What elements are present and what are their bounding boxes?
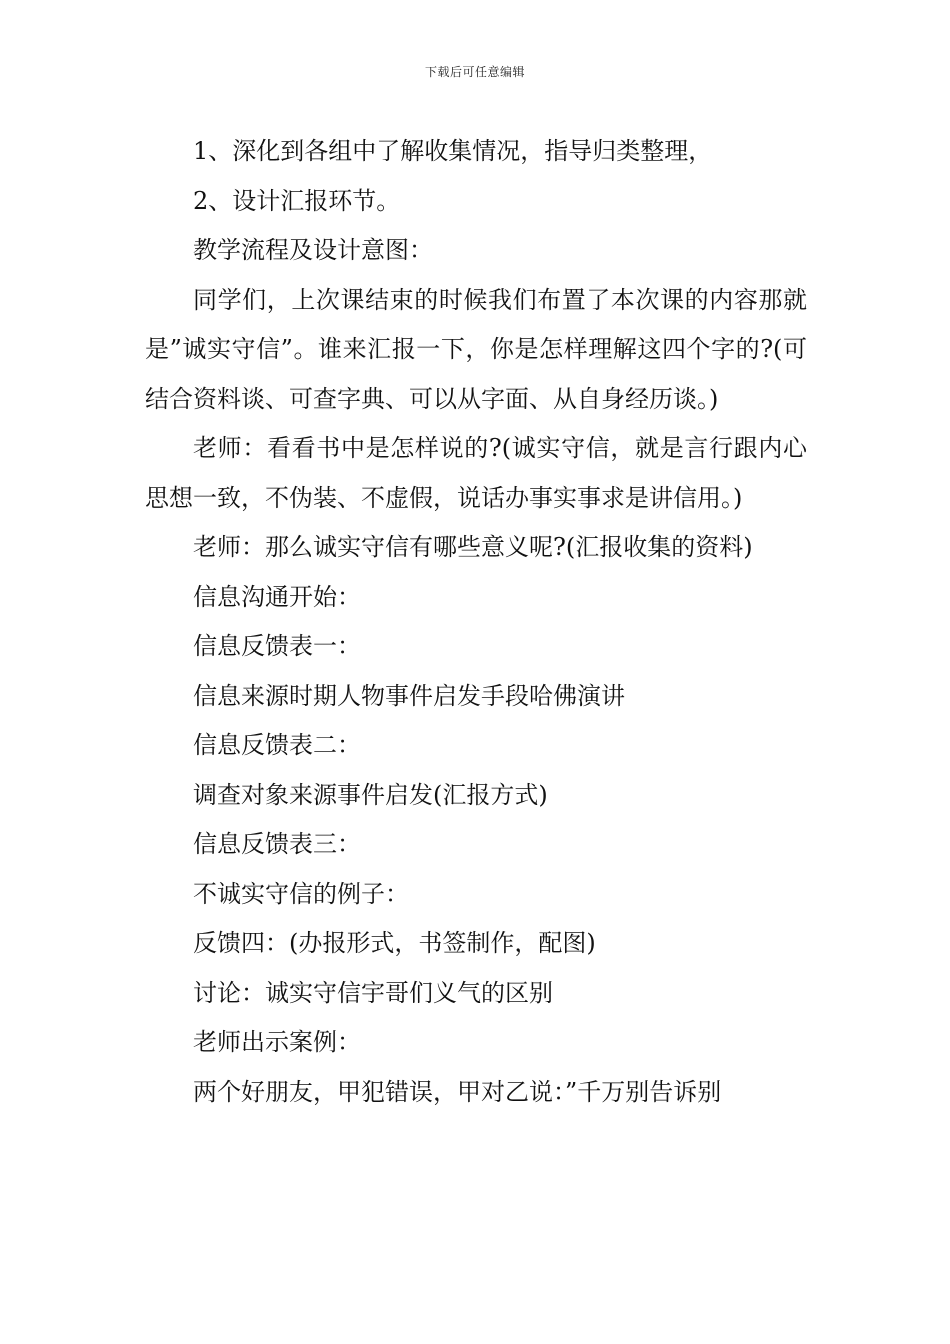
paragraph-11: 调查对象来源事件启发(汇报方式) (193, 780, 548, 809)
paragraph-13: 不诚实守信的例子： (193, 879, 409, 908)
paragraph-6: 老师：那么诚实守信有哪些意义呢?(汇报收集的资料) (193, 533, 753, 561)
paragraph-3: 教学流程及设计意图： (193, 236, 433, 264)
paragraph-12: 信息反馈表三： (193, 830, 361, 858)
paragraph-10: 信息反馈表二： (193, 731, 361, 759)
paragraph-14: 反馈四：(办报形式，书签制作，配图) (193, 929, 596, 957)
paragraph-8: 信息反馈表一： (193, 632, 361, 660)
paragraph-5: 老师：看看书中是怎样说的?(诚实守信，就是言行跟内心思想一致，不伪装、不虚假，说话办事实事求是讲信用。) (145, 434, 807, 512)
paragraph-15: 讨论：诚实守信宇哥们义气的区别 (193, 978, 553, 1007)
page-header: 下载后可任意编辑 (424, 65, 525, 79)
paragraph-2: 2、设计汇报环节。 (193, 186, 401, 215)
paragraph-9: 信息来源时期人物事件启发手段哈佛演讲 (193, 681, 625, 710)
document-body (145, 127, 807, 1117)
paragraph-4: 同学们，上次课结束的时候我们布置了本次课的内容那就是”诚实守信”。谁来汇报一下，你是怎样理解这四个字的?(可结合资料谈、可查字典、可以从字面、从自身经历谈。) (145, 285, 807, 413)
paragraph-7: 信息沟通开始： (193, 582, 361, 611)
paragraph-1: 1、深化到各组中了解收集情况，指导归类整理， (193, 137, 713, 165)
paragraph-17: 两个好朋友，甲犯错误，甲对乙说：”千万别告诉别 (193, 1077, 722, 1106)
paragraph-16: 老师出示案例： (193, 1028, 361, 1056)
